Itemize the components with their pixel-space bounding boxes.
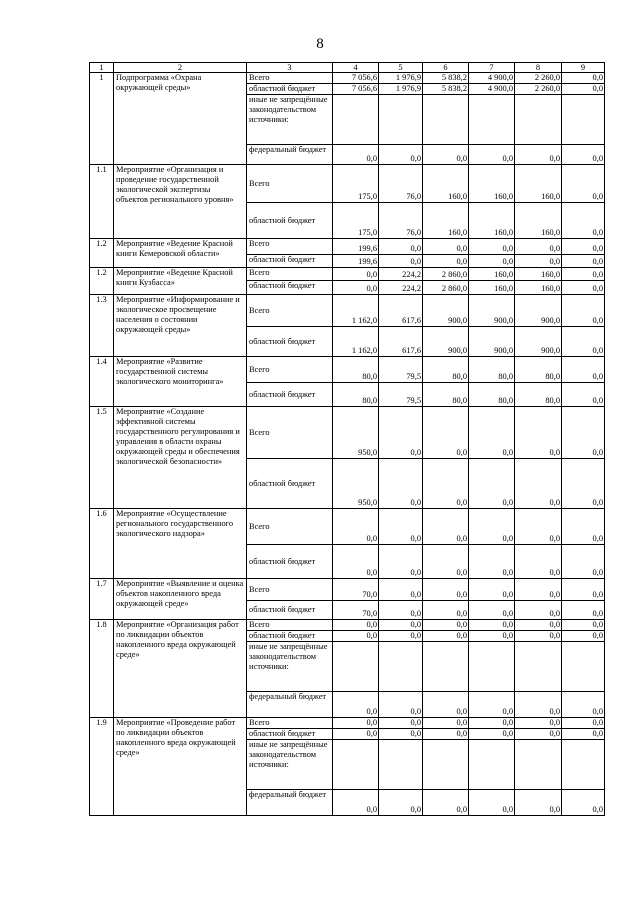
amount-cell: 0,0 (562, 327, 605, 357)
amount-cell: 0,0 (515, 620, 562, 631)
amount-cell: 0,0 (515, 631, 562, 642)
table-row (90, 295, 605, 327)
amount-cell: 1 976,9 (379, 84, 423, 95)
empty-cell (333, 740, 379, 790)
amount-cell: 0,0 (469, 620, 515, 631)
amount-cell: 2 860,0 (423, 268, 469, 281)
row-name: Мероприятие «Организация работ по ликвидации объектов накопленного вреда окружающей среде» (114, 620, 247, 718)
table-row (90, 73, 605, 84)
column-header: 4 (333, 63, 379, 73)
empty-cell (562, 642, 605, 692)
source-other: иные не запрещённые законодательством источники: (247, 740, 333, 790)
amount-cell: 0,0 (562, 357, 605, 383)
amount-cell: 0,0 (333, 729, 379, 740)
amount-cell: 0,0 (515, 718, 562, 729)
amount-cell: 950,0 (333, 407, 379, 459)
row-name: Мероприятие «Ведение Красной книги Кузбасса» (114, 268, 247, 295)
source-regional: областной бюджет (247, 255, 333, 268)
amount-cell: 199,6 (333, 239, 379, 255)
amount-cell: 0,0 (469, 545, 515, 579)
amount-cell: 0,0 (515, 239, 562, 255)
column-header: 1 (90, 63, 114, 73)
column-header: 7 (469, 63, 515, 73)
amount-cell: 0,0 (562, 692, 605, 718)
amount-cell: 0,0 (562, 84, 605, 95)
amount-cell: 0,0 (562, 601, 605, 620)
amount-cell: 160,0 (515, 268, 562, 281)
amount-cell: 0,0 (562, 620, 605, 631)
amount-cell: 0,0 (562, 268, 605, 281)
amount-cell: 70,0 (333, 601, 379, 620)
amount-cell: 0,0 (379, 545, 423, 579)
row-name: Мероприятие «Создание эффективной системы государственного регулирования и управления в области охраны окружающей среды и обеспечения экологической безопасности» (114, 407, 247, 509)
source-other: иные не запрещённые законодательством источники: (247, 642, 333, 692)
table-row (90, 620, 605, 631)
amount-cell: 79,5 (379, 383, 423, 407)
amount-cell: 0,0 (423, 407, 469, 459)
amount-cell: 0,0 (562, 203, 605, 239)
amount-cell: 0,0 (515, 545, 562, 579)
empty-cell (469, 740, 515, 790)
amount-cell: 0,0 (562, 407, 605, 459)
amount-cell: 0,0 (469, 459, 515, 509)
amount-cell: 0,0 (379, 579, 423, 601)
source-all: Всего (247, 268, 333, 281)
amount-cell: 0,0 (333, 790, 379, 816)
source-all: Всего (247, 295, 333, 327)
row-id: 1.6 (90, 509, 114, 579)
amount-cell: 160,0 (469, 203, 515, 239)
empty-cell (379, 740, 423, 790)
amount-cell: 0,0 (562, 255, 605, 268)
table-row (90, 357, 605, 383)
amount-cell: 0,0 (469, 601, 515, 620)
column-header: 6 (423, 63, 469, 73)
row-name: Мероприятие «Развитие государственной системы экологического мониторинга» (114, 357, 247, 407)
amount-cell: 0,0 (423, 601, 469, 620)
row-id: 1.2 (90, 239, 114, 268)
source-regional: областной бюджет (247, 459, 333, 509)
amount-cell: 160,0 (515, 165, 562, 203)
amount-cell: 0,0 (469, 790, 515, 816)
row-id: 1.7 (90, 579, 114, 620)
empty-cell (333, 642, 379, 692)
empty-cell (379, 95, 423, 145)
row-id: 1.5 (90, 407, 114, 509)
source-regional: областной бюджет (247, 729, 333, 740)
source-all: Всего (247, 620, 333, 631)
amount-cell: 0,0 (423, 579, 469, 601)
row-name: Мероприятие «Ведение Красной книги Кемеровской области» (114, 239, 247, 268)
amount-cell: 0,0 (515, 790, 562, 816)
amount-cell: 0,0 (379, 145, 423, 165)
amount-cell: 0,0 (379, 718, 423, 729)
amount-cell: 0,0 (423, 790, 469, 816)
amount-cell: 900,0 (469, 327, 515, 357)
amount-cell: 76,0 (379, 165, 423, 203)
amount-cell: 0,0 (379, 509, 423, 545)
empty-cell (423, 95, 469, 145)
amount-cell: 80,0 (515, 357, 562, 383)
amount-cell: 0,0 (333, 620, 379, 631)
empty-cell (379, 642, 423, 692)
amount-cell: 0,0 (333, 631, 379, 642)
empty-cell (333, 95, 379, 145)
empty-cell (562, 740, 605, 790)
source-all: Всего (247, 718, 333, 729)
amount-cell: 0,0 (423, 545, 469, 579)
amount-cell: 0,0 (423, 239, 469, 255)
source-federal: федеральный бюджет (247, 692, 333, 718)
amount-cell: 0,0 (333, 509, 379, 545)
amount-cell: 0,0 (515, 509, 562, 545)
amount-cell: 0,0 (562, 459, 605, 509)
amount-cell: 80,0 (333, 357, 379, 383)
amount-cell: 0,0 (515, 459, 562, 509)
amount-cell: 80,0 (515, 383, 562, 407)
amount-cell: 0,0 (469, 509, 515, 545)
amount-cell: 0,0 (333, 268, 379, 281)
amount-cell: 0,0 (562, 790, 605, 816)
amount-cell: 1 976,9 (379, 73, 423, 84)
amount-cell: 0,0 (469, 239, 515, 255)
amount-cell: 617,6 (379, 295, 423, 327)
source-regional: областной бюджет (247, 631, 333, 642)
amount-cell: 0,0 (379, 239, 423, 255)
amount-cell: 900,0 (423, 295, 469, 327)
amount-cell: 0,0 (515, 601, 562, 620)
empty-cell (515, 642, 562, 692)
row-id: 1.3 (90, 295, 114, 357)
amount-cell: 0,0 (515, 255, 562, 268)
source-regional: областной бюджет (247, 281, 333, 295)
amount-cell: 0,0 (562, 145, 605, 165)
amount-cell: 79,5 (379, 357, 423, 383)
empty-cell (562, 95, 605, 145)
source-all: Всего (247, 165, 333, 203)
empty-cell (515, 95, 562, 145)
amount-cell: 0,0 (562, 165, 605, 203)
amount-cell: 0,0 (515, 407, 562, 459)
row-id: 1.8 (90, 620, 114, 718)
empty-cell (423, 642, 469, 692)
amount-cell: 80,0 (423, 357, 469, 383)
amount-cell: 950,0 (333, 459, 379, 509)
amount-cell: 0,0 (469, 255, 515, 268)
amount-cell: 0,0 (423, 255, 469, 268)
amount-cell: 0,0 (333, 692, 379, 718)
amount-cell: 0,0 (379, 692, 423, 718)
amount-cell: 0,0 (333, 145, 379, 165)
amount-cell: 0,0 (469, 729, 515, 740)
source-all: Всего (247, 73, 333, 84)
amount-cell: 0,0 (423, 631, 469, 642)
row-name: Мероприятие «Проведение работ по ликвидации объектов накопленного вреда окружающей среде» (114, 718, 247, 816)
row-name: Мероприятие «Осуществление регионального государственного экологического надзора» (114, 509, 247, 579)
table-row (90, 579, 605, 601)
amount-cell: 7 056,6 (333, 84, 379, 95)
amount-cell: 5 838,2 (423, 84, 469, 95)
amount-cell: 0,0 (379, 729, 423, 740)
amount-cell: 175,0 (333, 203, 379, 239)
source-regional: областной бюджет (247, 545, 333, 579)
source-other: иные не запрещённые законодательством источники: (247, 95, 333, 145)
amount-cell: 4 900,0 (469, 84, 515, 95)
amount-cell: 224,2 (379, 268, 423, 281)
amount-cell: 617,6 (379, 327, 423, 357)
amount-cell: 0,0 (379, 407, 423, 459)
source-all: Всего (247, 407, 333, 459)
source-all: Всего (247, 579, 333, 601)
amount-cell: 0,0 (379, 620, 423, 631)
amount-cell: 0,0 (423, 620, 469, 631)
amount-cell: 160,0 (469, 281, 515, 295)
amount-cell: 2 860,0 (423, 281, 469, 295)
amount-cell: 0,0 (562, 579, 605, 601)
amount-cell: 0,0 (469, 692, 515, 718)
amount-cell: 160,0 (469, 268, 515, 281)
amount-cell: 76,0 (379, 203, 423, 239)
amount-cell: 80,0 (423, 383, 469, 407)
empty-cell (515, 740, 562, 790)
row-name: Мероприятие «Организация и проведение государственной экологической экспертизы объектов регионального уровня» (114, 165, 247, 239)
row-id: 1.9 (90, 718, 114, 816)
amount-cell: 0,0 (515, 579, 562, 601)
source-regional: областной бюджет (247, 327, 333, 357)
source-regional: областной бюджет (247, 383, 333, 407)
amount-cell: 0,0 (333, 718, 379, 729)
amount-cell: 2 260,0 (515, 84, 562, 95)
amount-cell: 0,0 (379, 631, 423, 642)
amount-cell: 0,0 (469, 145, 515, 165)
amount-cell: 900,0 (515, 327, 562, 357)
table-row (90, 509, 605, 545)
amount-cell: 900,0 (515, 295, 562, 327)
source-federal: федеральный бюджет (247, 145, 333, 165)
amount-cell: 70,0 (333, 579, 379, 601)
table-row (90, 165, 605, 203)
amount-cell: 0,0 (423, 692, 469, 718)
amount-cell: 7 056,6 (333, 73, 379, 84)
amount-cell: 4 900,0 (469, 73, 515, 84)
amount-cell: 199,6 (333, 255, 379, 268)
amount-cell: 0,0 (562, 729, 605, 740)
source-regional: областной бюджет (247, 203, 333, 239)
row-id: 1.2 (90, 268, 114, 295)
row-id: 1.4 (90, 357, 114, 407)
amount-cell: 0,0 (423, 718, 469, 729)
amount-cell: 0,0 (515, 145, 562, 165)
table-row (90, 718, 605, 729)
source-federal: федеральный бюджет (247, 790, 333, 816)
row-name: Подпрограмма «Охрана окружающей среды» (114, 73, 247, 165)
source-regional: областной бюджет (247, 84, 333, 95)
amount-cell: 0,0 (333, 281, 379, 295)
column-header: 5 (379, 63, 423, 73)
amount-cell: 0,0 (562, 509, 605, 545)
amount-cell: 0,0 (379, 601, 423, 620)
amount-cell: 0,0 (469, 631, 515, 642)
row-name: Мероприятие «Выявление и оценка объектов накопленного вреда окружающей среде» (114, 579, 247, 620)
row-name: Мероприятие «Информирование и экологическое просвещение населения о состоянии окружающей среды» (114, 295, 247, 357)
amount-cell: 0,0 (379, 459, 423, 509)
amount-cell: 0,0 (469, 407, 515, 459)
amount-cell: 160,0 (515, 203, 562, 239)
amount-cell: 0,0 (562, 631, 605, 642)
amount-cell: 0,0 (562, 73, 605, 84)
amount-cell: 224,2 (379, 281, 423, 295)
source-all: Всего (247, 509, 333, 545)
empty-cell (423, 740, 469, 790)
budget-table (89, 62, 605, 816)
amount-cell: 900,0 (423, 327, 469, 357)
amount-cell: 0,0 (333, 545, 379, 579)
amount-cell: 160,0 (515, 281, 562, 295)
amount-cell: 0,0 (423, 509, 469, 545)
amount-cell: 0,0 (423, 729, 469, 740)
amount-cell: 0,0 (562, 383, 605, 407)
column-header: 8 (515, 63, 562, 73)
amount-cell: 0,0 (515, 692, 562, 718)
amount-cell: 0,0 (469, 579, 515, 601)
column-number-row (90, 63, 605, 73)
amount-cell: 0,0 (379, 255, 423, 268)
amount-cell: 1 162,0 (333, 295, 379, 327)
table-row (90, 239, 605, 255)
amount-cell: 900,0 (469, 295, 515, 327)
amount-cell: 2 260,0 (515, 73, 562, 84)
table-row (90, 407, 605, 459)
amount-cell: 160,0 (469, 165, 515, 203)
amount-cell: 0,0 (423, 459, 469, 509)
amount-cell: 80,0 (333, 383, 379, 407)
source-all: Всего (247, 239, 333, 255)
source-regional: областной бюджет (247, 601, 333, 620)
amount-cell: 0,0 (469, 718, 515, 729)
source-all: Всего (247, 357, 333, 383)
column-header: 9 (562, 63, 605, 73)
amount-cell: 80,0 (469, 383, 515, 407)
amount-cell: 0,0 (562, 718, 605, 729)
amount-cell: 80,0 (469, 357, 515, 383)
empty-cell (469, 95, 515, 145)
amount-cell: 5 838,2 (423, 73, 469, 84)
column-header: 3 (247, 63, 333, 73)
amount-cell: 160,0 (423, 203, 469, 239)
amount-cell: 0,0 (515, 729, 562, 740)
page-number: 8 (316, 36, 324, 52)
table-row (90, 268, 605, 281)
amount-cell: 0,0 (562, 545, 605, 579)
amount-cell: 0,0 (423, 145, 469, 165)
row-id: 1.1 (90, 165, 114, 239)
amount-cell: 160,0 (423, 165, 469, 203)
column-header: 2 (114, 63, 247, 73)
amount-cell: 0,0 (562, 239, 605, 255)
amount-cell: 0,0 (562, 281, 605, 295)
amount-cell: 0,0 (562, 295, 605, 327)
row-id: 1 (90, 73, 114, 165)
amount-cell: 1 162,0 (333, 327, 379, 357)
empty-cell (469, 642, 515, 692)
amount-cell: 175,0 (333, 165, 379, 203)
amount-cell: 0,0 (379, 790, 423, 816)
